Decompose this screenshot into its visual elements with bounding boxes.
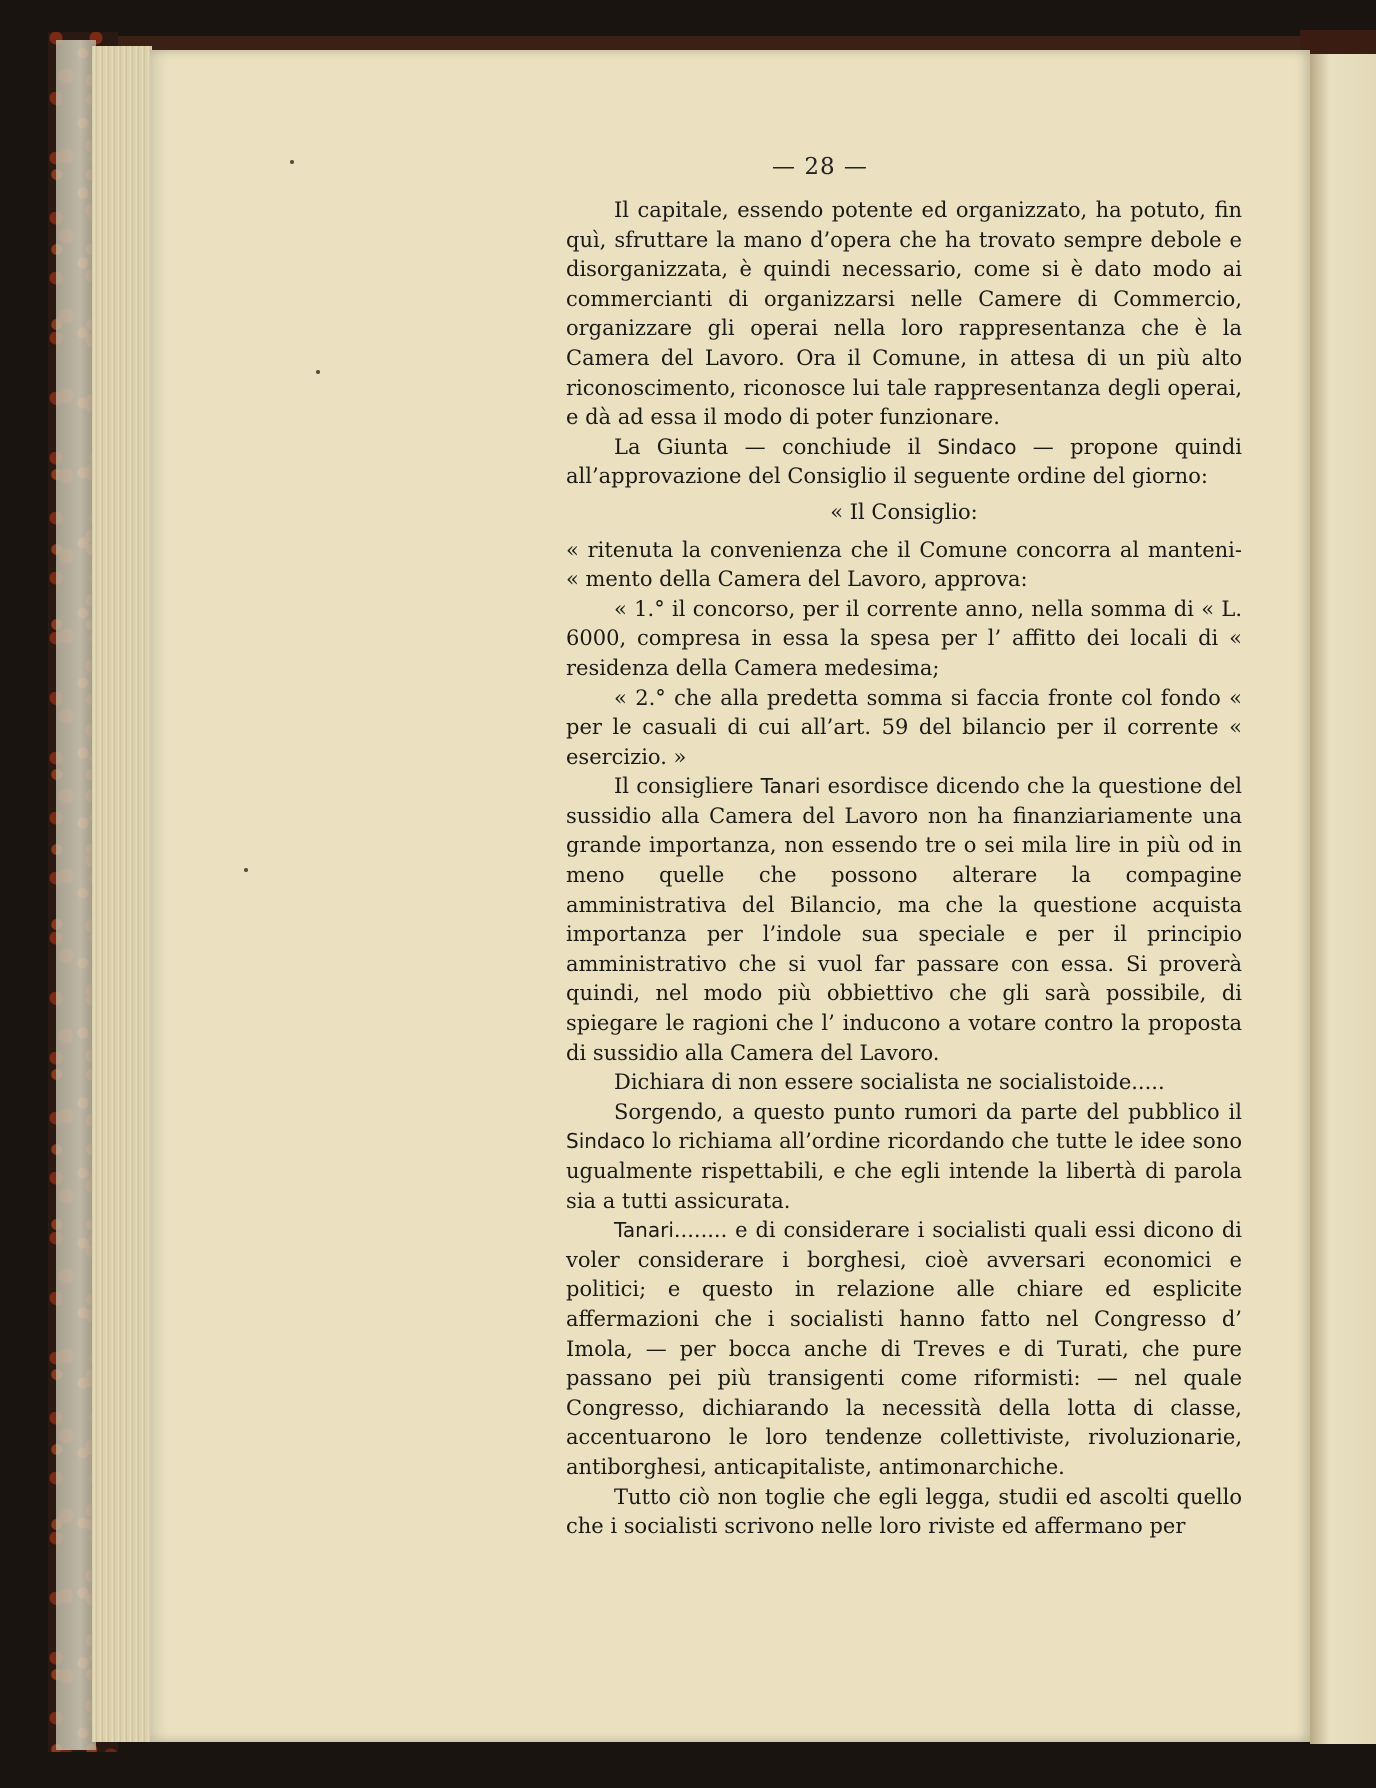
book-cover-right — [1300, 30, 1376, 54]
text-run: lo richiama all’ordine ricordando che tutte le idee sono ugualmente rispettabili, e che egli intende la libertà di parola sia a tutti assicurata. — [566, 1129, 1242, 1213]
text-run: ........ e di considerare i socialisti quali essi dicono di voler considerare i borghesi, cioè avversari economici e politici; e questo in relazione alle chiare ed esplicite affermazioni che i socialisti hanno fatto nel Congresso d’ Imola, — per bocca anche di Treves e di Turati, che pure passano pei più transigenti come riformisti: — nel quale Congresso, dichiarando la necessità della lotta di classe, accentuarono le loro tendenze collettiviste, rivoluzionarie, antiborghesi, anticapitaliste, antimonarchiche. — [566, 1218, 1242, 1479]
resolution-heading: « Il Consiglio: — [830, 499, 978, 524]
paragraph — [566, 433, 1242, 492]
paragraph: Tutto ciò non toglie che egli legga, studii ed ascolti quello che i socialisti scrivono nelle loro riviste ed affermano per — [566, 1484, 1242, 1539]
text-run: — propone quindi all’approvazione del Consiglio il seguente ordine del giorno: — [566, 434, 1242, 489]
page-edges — [92, 46, 152, 1742]
speaker-name: Tanari — [614, 1218, 674, 1243]
book-cover-bottom — [118, 1742, 1308, 1772]
text-run: Il consigliere — [614, 774, 761, 799]
speaker-name: Sindaco — [566, 1129, 646, 1154]
paragraph — [566, 772, 1242, 1068]
resolution-text: « ritenuta la convenienza che il Comune concorra al manteni- « mento della Camera del Lavoro, approva: — [566, 537, 1242, 592]
facing-page-edge — [1310, 54, 1376, 1744]
page-number: — 28 — — [772, 154, 868, 180]
book-spine — [56, 40, 96, 1750]
paragraph: Il capitale, essendo potente ed organizzato, ha potuto, fin quì, sfruttare la mano d’opera che ha trovato sempre debole e disorganizzata, è quindi necessario, come si è dato modo ai commercianti di organizzarsi nelle Camere di Commercio, organizzare gli operai nella loro rappresentanza che è la Camera del Lavoro. Ora il Comune, in attesa di un più alto riconoscimento, riconosce lui tale rappresentanza degli operai, e dà ad essa il modo di poter funzionare. — [566, 198, 1242, 430]
resolution-item: « 2.° che alla predetta somma si faccia fronte col fondo « per le casuali di cui all’art. 59 del bilancio per il corrente « esercizio. » — [566, 685, 1242, 769]
speaker-name: Sindaco — [937, 434, 1017, 459]
speaker-name: Tanari — [760, 774, 821, 799]
text-run: esordisce dicendo che la questione del sussidio alla Camera del Lavoro non ha finanziariamente una grande importanza, non essendo tre o sei mila lire in più od in meno quelle che possono alterare la compagine amministrativa del Bilancio, ma che la questione acquista importanza per l’indole sua speciale e per il principio amministrativo che si vuol far passare con essa. Si proverà quindi, nel modo più obbiettivo che gli sarà possibile, di spiegare le ragioni che l’ inducono a votare contro la proposta di sussidio alla Camera del Lavoro. — [566, 774, 1242, 1065]
paper-speck — [316, 370, 320, 374]
paper-speck — [290, 160, 294, 164]
paper-speck — [244, 868, 248, 872]
text-run: Sorgendo, a questo punto rumori da parte del pubblico il — [614, 1099, 1242, 1124]
body-text — [566, 196, 1242, 1542]
paragraph — [566, 1098, 1242, 1216]
text-run: La Giunta — conchiude il — [614, 434, 938, 459]
resolution-item: « 1.° il concorso, per il corrente anno, nella somma di « L. 6000, compresa in essa la spesa per l’ affitto dei locali di « residenza della Camera medesima; — [566, 596, 1242, 680]
paragraph — [566, 1216, 1242, 1482]
paragraph: Dichiara di non essere socialista ne socialistoide..... — [614, 1070, 1165, 1095]
